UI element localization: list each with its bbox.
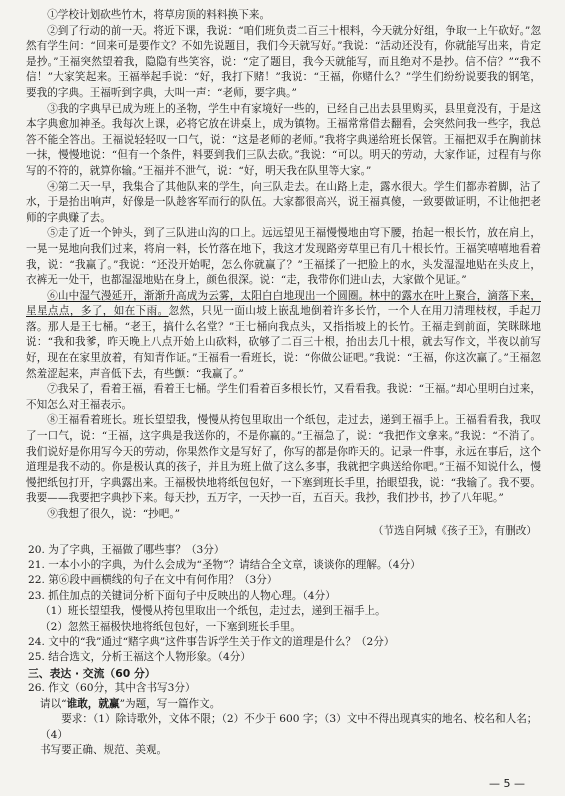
passage-paragraph-4: ④第二天一早，我集合了其他队来的学生，向三队走去。在山路上走，露水很大。学生们都赤着脚，沾了水，于是抬出响声，好像是一队趁客军而行的队伍。大家都很高兴，说王福真傻，一致要做证明，不让他把老师的字典赚了去。 [26,180,541,224]
question-23: 23. 抓住加点的关键词分析下面句子中反映出的人物心理。（4分） [28,589,336,602]
essay-requirements-cont: 书写要正确、规范、美观。 [40,744,168,757]
question-23-sub-2: （2）忽然王福极快地将纸包包好，一下塞到班长手里。 [40,620,301,633]
passage-source: （节选自阿城《孩子王》，有删改） [372,524,537,537]
underlined-sentence: ⑥山中湿气漫延开，渐渐升高成为云雾，太阳白白地现出一个圆圈。林中的露水在叶上聚合，滴落下来，星星点点，多了，如在下雨。 [26,289,541,318]
section-3-heading: 三、表达 · 交流（60 分） [28,666,156,680]
passage-paragraph-9: ⑨我想了很久，说：“抄吧。” [47,508,181,520]
passage-paragraph-7: ⑦我呆了，看着王福，看着王七桶。学生们看着百多根长竹，又看看我。我说：“王福。”却心里明白过来，不知怎么对王福表示。 [26,383,541,411]
page-number: — 5 — [489,777,525,790]
essay-prompt [26,697,541,712]
question-21: 21. 一本小小的字典，为什么会成为“圣物”？请结合全文章，谈谈你的理解。（4分） [28,559,421,571]
essay-requirements: 要求：（1）除诗歌外，文体不限；（2）不少于 600 字；（3）文中不得出现真实的地名、校名和人名；（4） [40,713,538,741]
passage-paragraph-2: ②到了行动的前一天。将近下课，我说：“咱们班负责二百三十根料，今天就分好组，争取一上午砍好。”忽然有学生问：“回来可是要作文？不如先说题目，我们今天就写好。”我说：“活动还没有，你就能写出来，肯定是抄。”王福突然望着我，隐隐有些笑容，说：“定了题目，我今天就能写，而且绝对不是抄。信不信？”“我不信！”大家笑起来。王福举起手说：“好，我打下赌！”我说：“王福，你赌什么？”学生们纷纷说要我的钢笔，要我的字典。王福听到字典，大叫一声：“老师，要字典。” [26,24,541,99]
question-20: 20. 为了字典，王福做了哪些事？（3分） [28,543,225,556]
question-24: 24. 文中的“我”通过“赌字典”这件事告诉学生关于作文的道理是什么？（2分） [28,636,395,649]
question-25: 25. 结合选文，分析王福这个人物形象。（4分） [28,651,251,664]
essay-prompt-prefix: 请以“ [40,697,67,710]
passage-paragraph-6 [26,289,541,383]
essay-title: 谁敢，就赢 [66,697,120,710]
essay-prompt-suffix: ”为题，写一篇作文。 [119,697,221,710]
question-23-sub-1: （1）班长望望我，慢慢从挎包里取出一个纸包，走过去，递到王福手上。 [40,605,386,618]
passage-paragraph-3: ③我的字典早已成为班上的圣物，学生中有家境好一些的，已经自己出去县里购买，县里竟没有，于是这本字典愈加神圣。我每次上课，必将它放在讲桌上，成为镇物。王福常常借去翻看，会突然问我一些字，我总答不能全答出。王福说轻轻叹一口气，说：“这是老师的老师。”我将字典递给班长保管。王福把双手在胸前抹一抹，慢慢地说：“但有一个条件，料要到我们三队去砍。”我说：“可以。明天的劳动，大家作证，过程有与你写的不符的，就算你输。”王福并不泄气，说：“好，明天我在队里等大家。” [26,102,541,177]
question-26: 26. 作文（60分，其中含书写3分） [28,682,196,695]
question-22: 22. 第⑥段中画横线的句子在文中有何作用？（3分） [28,574,278,587]
passage-paragraph-5: ⑤走了近一个钟头，到了三队进山沟的口上。远远望见王福慢慢地由穹下腰，抬起一根长竹，放在肩上，一晃一晃地向我们过来，将肩一料，长竹落在地下，我这才发现路旁草里已有几十根长竹。王福笑嘻嘻地看着我，说：“我赢了。”我说：“还没开始呢，怎么你就赢了？”王福揉了一把脸上的水，头发湿湿地贴在头皮上，衣裤无一处干，也都湿湿地贴在身上，颜色很深。说：“走，我带你们进山去，大家做个见证。” [26,227,541,287]
passage-paragraph-1: ①学校计划砍些竹木，将草房顶的料料换下来。 [47,9,271,21]
passage-paragraph-8: ⑧王福看着班长。班长望望我，慢慢从挎包里取出一个纸包，走过去，递到王福手上。王福看看我，我叹了一口气，说：“王福，这字典是我送你的，不是你赢的。”王福急了，说：“我把作文拿来。”我说：“不消了。我们说好是你用写今天的劳动，你果然作文是写好了，你写的都是你昨天的。记录一件事，永远在事后，这个道理是我不动的。你是极认真的孩子，并且为班上做了这么多事，我就把字典送给你吧。”王福不知说什么，慢慢把纸包打开，字典露出来。王福极快地将纸包包好，一下塞到班长手里，抬眼望我，说：“我输了。我不要。我要——我要把字典抄下来。每天抄，五万字，一天抄一百，五百天。我抄，我们抄书，抄了八年呢。” [26,414,541,505]
paragraph-6-rest: 忽然，只见一面山坡上嵌乱地倒着许多长竹，一个人在用刀清理枝杈，手起刀落。那人是王七桶。“老王，搞什么名堂？”王七桶向我点头，又指指坡上的长竹。王福走到前面，笑眯眯地说：“我和我爹，昨天晚上八点开始上山砍料，砍够了二百三十根，抬出去几十根，就去写作文，半夜以前写好，现在在家里放着，有知青作证。”王福看一看班长，说：“你做公证吧。”我说：“王福，你这次赢了。”王福忽然羞涩起来，声音低下去，有些颤：“我赢了。” [26,305,541,380]
